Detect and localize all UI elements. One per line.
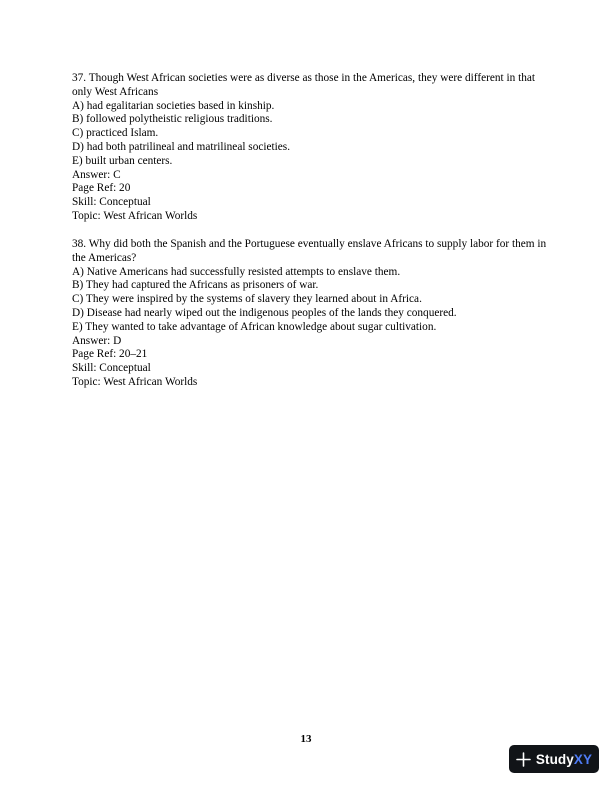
topic: Topic: West African Worlds	[72, 209, 198, 222]
skill: Skill: Conceptual	[72, 196, 151, 209]
topic: Topic: West African Worlds	[72, 375, 198, 388]
question-37	[72, 72, 548, 224]
option-e: E) They wanted to take advantage of African knowledge about sugar cultivation.	[72, 320, 437, 333]
plus-icon	[516, 752, 531, 767]
brand-accent: XY	[573, 751, 593, 767]
question-38	[72, 238, 548, 390]
option-d: D) Disease had nearly wiped out the indigenous peoples of the lands they conquered.	[72, 306, 457, 319]
option-b: B) They had captured the Africans as prisoners of war.	[72, 279, 319, 292]
brand-main: Study	[535, 751, 574, 767]
page-ref: Page Ref: 20	[72, 182, 131, 195]
page-ref: Page Ref: 20–21	[72, 348, 148, 361]
option-e: E) built urban centers.	[72, 154, 173, 167]
question-stem: 38. Why did both the Spanish and the Portuguese eventually enslave Africans to supply labor for them in the Americas?	[72, 238, 547, 264]
question-stem: 37. Though West African societies were as diverse as those in the Americas, they were different in that only West Africans	[72, 72, 536, 98]
answer: Answer: D	[72, 334, 122, 347]
skill: Skill: Conceptual	[72, 362, 151, 375]
answer: Answer: C	[72, 168, 121, 181]
option-a: A) Native Americans had successfully resisted attempts to enslave them.	[72, 265, 401, 278]
option-d: D) had both patrilineal and matrilineal societies.	[72, 140, 291, 153]
option-b: B) followed polytheistic religious traditions.	[72, 113, 273, 126]
option-c: C) practiced Islam.	[72, 127, 159, 140]
option-a: A) had egalitarian societies based in kinship.	[72, 99, 275, 112]
option-c: C) They were inspired by the systems of slavery they learned about in Africa.	[72, 293, 422, 306]
brand-name	[536, 752, 592, 767]
studyxy-badge[interactable]	[509, 745, 599, 773]
page-number: 13	[300, 733, 312, 745]
